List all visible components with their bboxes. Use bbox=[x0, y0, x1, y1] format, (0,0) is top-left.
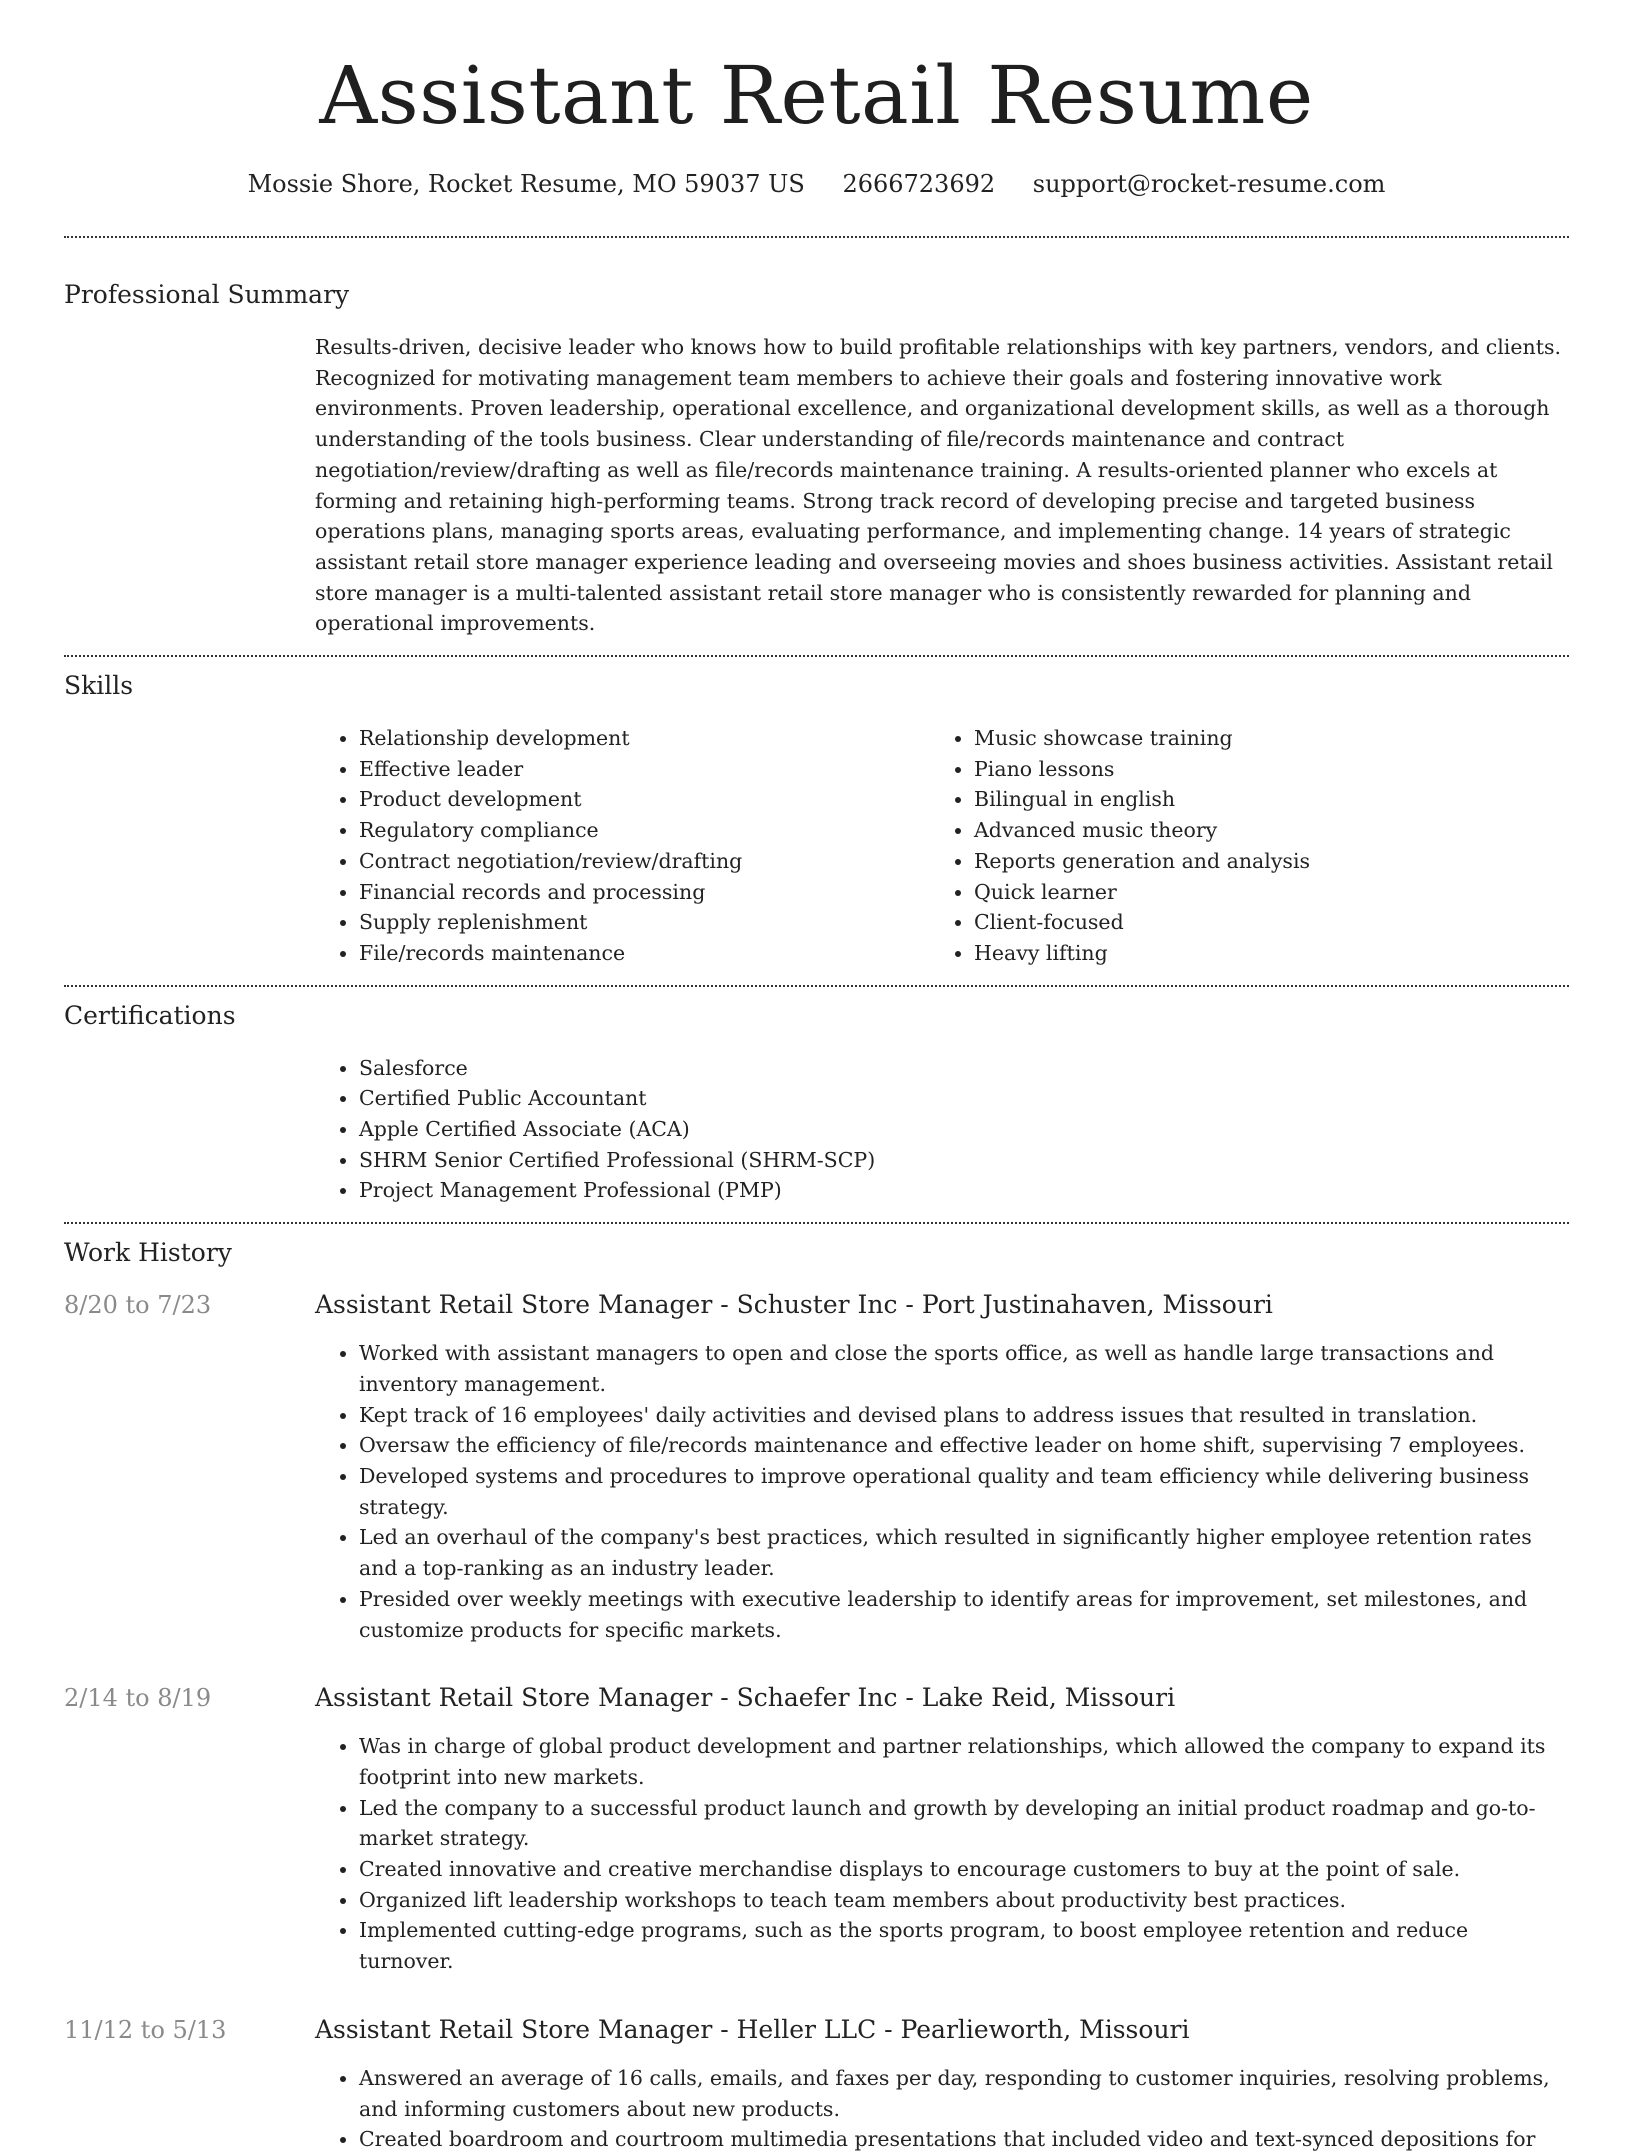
job-details bbox=[315, 1683, 1569, 1977]
job-bullet: • Oversaw the efficiency of file/records maintenance and effective leader on home shift, supervising 7 employees. bbox=[359, 1430, 1569, 1461]
job-bullet: • Kept track of 16 employees' daily activities and devised plans to address issues that resulted in translation. bbox=[359, 1400, 1569, 1431]
job-details bbox=[315, 2015, 1569, 2155]
work-history-heading: Work History bbox=[64, 1238, 232, 1268]
job-bullet: • Led the company to a successful product launch and growth by developing an initial product roadmap and go-to-market strategy. bbox=[359, 1793, 1569, 1854]
job-dates: 8/20 to 7/23 bbox=[64, 1291, 212, 1320]
skill-item: • Piano lessons bbox=[974, 754, 1545, 785]
resume-title: Assistant Retail Resume bbox=[319, 49, 1314, 142]
summary-section bbox=[64, 280, 1569, 639]
skill-item: • Supply replenishment bbox=[359, 907, 930, 938]
job-bullet: • Implemented cutting-edge programs, such as the sports program, to boost employee retention and reduce turnover. bbox=[359, 1915, 1569, 1976]
job-heading: Assistant Retail Store Manager - Schuster Inc - Port Justinahaven, Missouri bbox=[315, 1290, 1273, 1320]
skill-item: • Advanced music theory bbox=[974, 815, 1545, 846]
job-bullet: • Created innovative and creative merchandise displays to encourage customers to buy at the point of sale. bbox=[359, 1854, 1569, 1885]
job-entry bbox=[64, 1683, 1569, 1977]
certifications-list bbox=[315, 1053, 1569, 1207]
divider bbox=[64, 236, 1569, 238]
job-bullet: • Presided over weekly meetings with executive leadership to identify areas for improvement, set milestones, and customize products for specific markets. bbox=[359, 1584, 1569, 1645]
skill-item: • Relationship development bbox=[359, 723, 930, 754]
skill-item: • Heavy lifting bbox=[974, 938, 1545, 969]
certifications-heading: Certifications bbox=[64, 1000, 236, 1030]
certifications-section bbox=[64, 1001, 1569, 1207]
certification-item: • Project Management Professional (PMP) bbox=[359, 1175, 1569, 1206]
contact-email: support@rocket-resume.com bbox=[1032, 170, 1386, 198]
skills-columns bbox=[315, 723, 1569, 969]
skill-item: • Bilingual in english bbox=[974, 784, 1545, 815]
job-bullet: • Developed systems and procedures to improve operational quality and team efficiency while delivering business strategy. bbox=[359, 1461, 1569, 1522]
job-heading: Assistant Retail Store Manager - Schaefer Inc - Lake Reid, Missouri bbox=[315, 1683, 1176, 1713]
certification-item: • Apple Certified Associate (ACA) bbox=[359, 1114, 1569, 1145]
job-entry bbox=[64, 1290, 1569, 1645]
job-entry bbox=[64, 2015, 1569, 2155]
skill-item: • Product development bbox=[359, 784, 930, 815]
job-details bbox=[315, 1290, 1569, 1645]
summary-heading: Professional Summary bbox=[64, 280, 350, 309]
skill-item: • File/records maintenance bbox=[359, 938, 930, 969]
skill-item: • Effective leader bbox=[359, 754, 930, 785]
skill-item: • Quick learner bbox=[974, 877, 1545, 908]
job-bullet: • Led an overhaul of the company's best practices, which resulted in significantly higher employee retention rates and a top-ranking as an industry leader. bbox=[359, 1522, 1569, 1583]
work-history-section bbox=[64, 1238, 1569, 2155]
job-dates: 11/12 to 5/13 bbox=[64, 2015, 227, 2044]
contact-line bbox=[64, 170, 1569, 198]
contact-phone: 2666723692 bbox=[842, 170, 996, 198]
resume-page bbox=[64, 0, 1569, 2155]
skills-column-right bbox=[930, 723, 1545, 969]
job-bullet: • Answered an average of 16 calls, emails, and faxes per day, responding to customer inquiries, resolving problems, and informing customers about new products. bbox=[359, 2063, 1569, 2124]
divider bbox=[64, 1222, 1569, 1224]
certification-item: • SHRM Senior Certified Professional (SHRM-SCP) bbox=[359, 1145, 1569, 1176]
divider bbox=[64, 655, 1569, 657]
summary-text: Results-driven, decisive leader who knows how to build profitable relationships with key partners, vendors, and clients. Recognized for motivating management team members to achieve their goals and fostering innovative work environments. Proven leadership, operational excellence, and organizational development skills, as well as a thorough understanding of the tools business. Clear understanding of file/records maintenance and contract negotiation/review/drafting as well as file/records maintenance training. A results-oriented planner who excels at forming and retaining high-performing teams. Strong track record of developing precise and targeted business operations plans, managing sports areas, evaluating performance, and implementing change. 14 years of strategic assistant retail store manager experience leading and overseeing movies and shoes business activities. Assistant retail store manager is a multi-talented assistant retail store manager who is consistently rewarded for planning and operational improvements. bbox=[315, 335, 1561, 636]
certification-item: • Certified Public Accountant bbox=[359, 1083, 1569, 1114]
job-heading: Assistant Retail Store Manager - Heller LLC - Pearlieworth, Missouri bbox=[315, 2014, 1190, 2044]
job-bullet: • Organized lift leadership workshops to teach team members about productivity best practices. bbox=[359, 1885, 1569, 1916]
skill-item: • Client-focused bbox=[974, 907, 1545, 938]
skill-item: • Music showcase training bbox=[974, 723, 1545, 754]
skills-section bbox=[64, 671, 1569, 969]
job-dates: 2/14 to 8/19 bbox=[64, 1684, 212, 1713]
skill-item: • Financial records and processing bbox=[359, 877, 930, 908]
contact-address: Mossie Shore, Rocket Resume, MO 59037 US bbox=[247, 170, 805, 198]
skills-column-left bbox=[315, 723, 930, 969]
job-bullet: • Was in charge of global product development and partner relationships, which allowed the company to expand its footprint into new markets. bbox=[359, 1731, 1569, 1792]
job-bullet: • Worked with assistant managers to open and close the sports office, as well as handle large transactions and inventory management. bbox=[359, 1338, 1569, 1399]
skill-item: • Regulatory compliance bbox=[359, 815, 930, 846]
skills-heading: Skills bbox=[64, 671, 134, 701]
job-bullet: • Created boardroom and courtroom multimedia presentations that included video and text-synced depositions for bbox=[359, 2124, 1569, 2155]
certification-item: • Salesforce bbox=[359, 1053, 1569, 1084]
skill-item: • Contract negotiation/review/drafting bbox=[359, 846, 930, 877]
divider bbox=[64, 985, 1569, 987]
skill-item: • Reports generation and analysis bbox=[974, 846, 1545, 877]
